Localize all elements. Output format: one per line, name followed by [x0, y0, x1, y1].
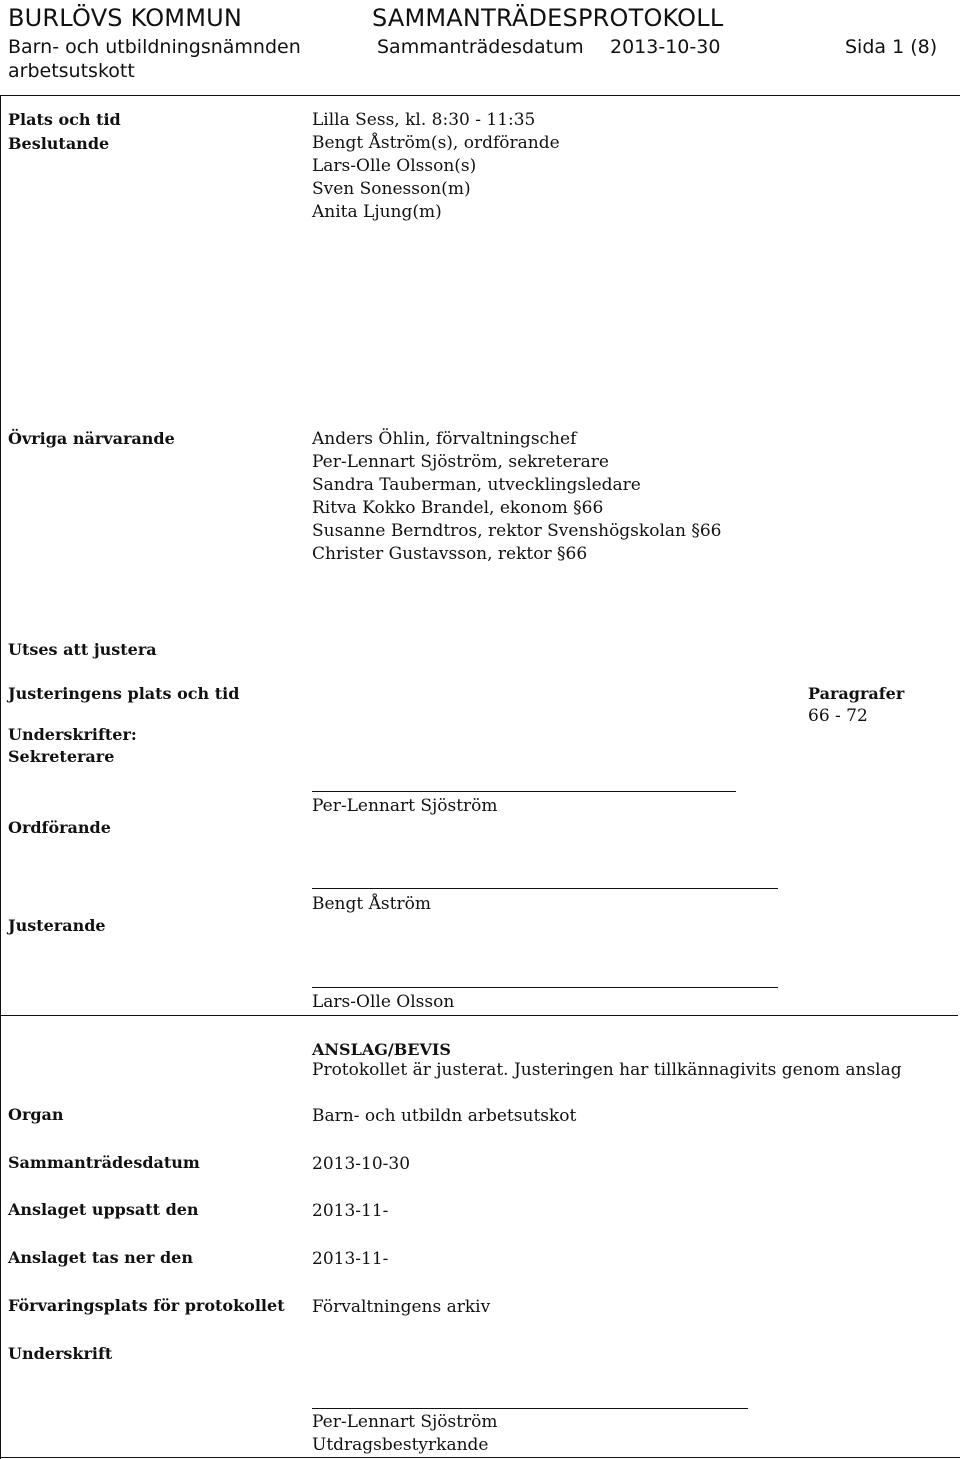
removed-date: 2013-11- — [312, 1249, 389, 1269]
notice-title: ANSLAG/BEVIS — [312, 1040, 451, 1059]
deciding-member-3: Sven Sonesson(m) — [312, 179, 471, 199]
paragraphs-value: 66 - 72 — [808, 706, 868, 726]
other-attendee-5: Susanne Berndtros, rektor Svenshögskolan §66 — [312, 521, 722, 541]
other-attendee-2: Per-Lennart Sjöström, sekreterare — [312, 452, 609, 472]
posted-date-label: Anslaget uppsatt den — [8, 1200, 199, 1219]
municipality-name: BURLÖVS KOMMUN — [8, 4, 243, 32]
meeting-date: 2013-10-30 — [610, 36, 721, 58]
chair-signature-line — [312, 888, 778, 889]
chair-name: Bengt Åström — [312, 894, 431, 914]
posted-date: 2013-11- — [312, 1201, 389, 1221]
paragraphs-label: Paragrafer — [808, 684, 905, 703]
other-attendee-3: Sandra Tauberman, utvecklingsledare — [312, 475, 641, 495]
organ-label: Organ — [8, 1105, 64, 1124]
notice-meeting-date-label: Sammanträdesdatum — [8, 1153, 200, 1172]
committee-name-line2: arbetsutskott — [8, 60, 135, 82]
meeting-date-label: Sammanträdesdatum — [377, 36, 584, 58]
deciding-member-1: Bengt Åström(s), ordförande — [312, 133, 560, 153]
place-time-value: Lilla Sess, kl. 8:30 - 11:35 — [312, 110, 536, 130]
deciding-member-4: Anita Ljung(m) — [312, 202, 442, 222]
storage-label: Förvaringsplats för protokollet — [8, 1296, 285, 1315]
bottom-border — [0, 1457, 960, 1458]
adjuster-signature-line — [312, 987, 778, 988]
left-border — [0, 95, 1, 1459]
page-number: Sida 1 (8) — [845, 36, 938, 58]
secretary-label: Sekreterare — [8, 747, 115, 766]
appointed-adjuster-label: Utses att justera — [8, 640, 157, 659]
notice-text: Protokollet är justerat. Justeringen har tillkännagivits genom anslag — [312, 1060, 902, 1080]
adjuster-label: Justerande — [8, 916, 106, 935]
storage-value: Förvaltningens arkiv — [312, 1297, 491, 1317]
others-present-label: Övriga närvarande — [8, 429, 175, 448]
notice-meeting-date: 2013-10-30 — [312, 1154, 411, 1174]
signer-name: Per-Lennart Sjöström — [312, 1412, 498, 1432]
other-attendee-4: Ritva Kokko Brandel, ekonom §66 — [312, 498, 604, 518]
other-attendee-1: Anders Öhlin, förvaltningschef — [312, 429, 577, 449]
signatures-label: Underskrifter: — [8, 725, 137, 744]
place-time-label: Plats och tid — [8, 110, 121, 129]
secretary-name: Per-Lennart Sjöström — [312, 796, 498, 816]
signer-role: Utdragsbestyrkande — [312, 1435, 489, 1455]
header-divider — [0, 95, 960, 96]
signature-label: Underskrift — [8, 1344, 113, 1363]
extract-signature-line — [312, 1408, 748, 1409]
section-divider — [0, 1015, 958, 1016]
removed-date-label: Anslaget tas ner den — [8, 1248, 193, 1267]
organ-value: Barn- och utbildn arbetsutskot — [312, 1106, 577, 1126]
adjuster-name: Lars-Olle Olsson — [312, 992, 455, 1012]
adjustment-place-label: Justeringens plats och tid — [8, 684, 240, 703]
other-attendee-6: Christer Gustavsson, rektor §66 — [312, 544, 588, 564]
secretary-signature-line — [312, 791, 736, 792]
deciding-label: Beslutande — [8, 134, 110, 153]
document-type: SAMMANTRÄDESPROTOKOLL — [372, 4, 724, 32]
committee-name: Barn- och utbildningsnämnden — [8, 36, 301, 58]
chair-label: Ordförande — [8, 818, 111, 837]
deciding-member-2: Lars-Olle Olsson(s) — [312, 156, 477, 176]
